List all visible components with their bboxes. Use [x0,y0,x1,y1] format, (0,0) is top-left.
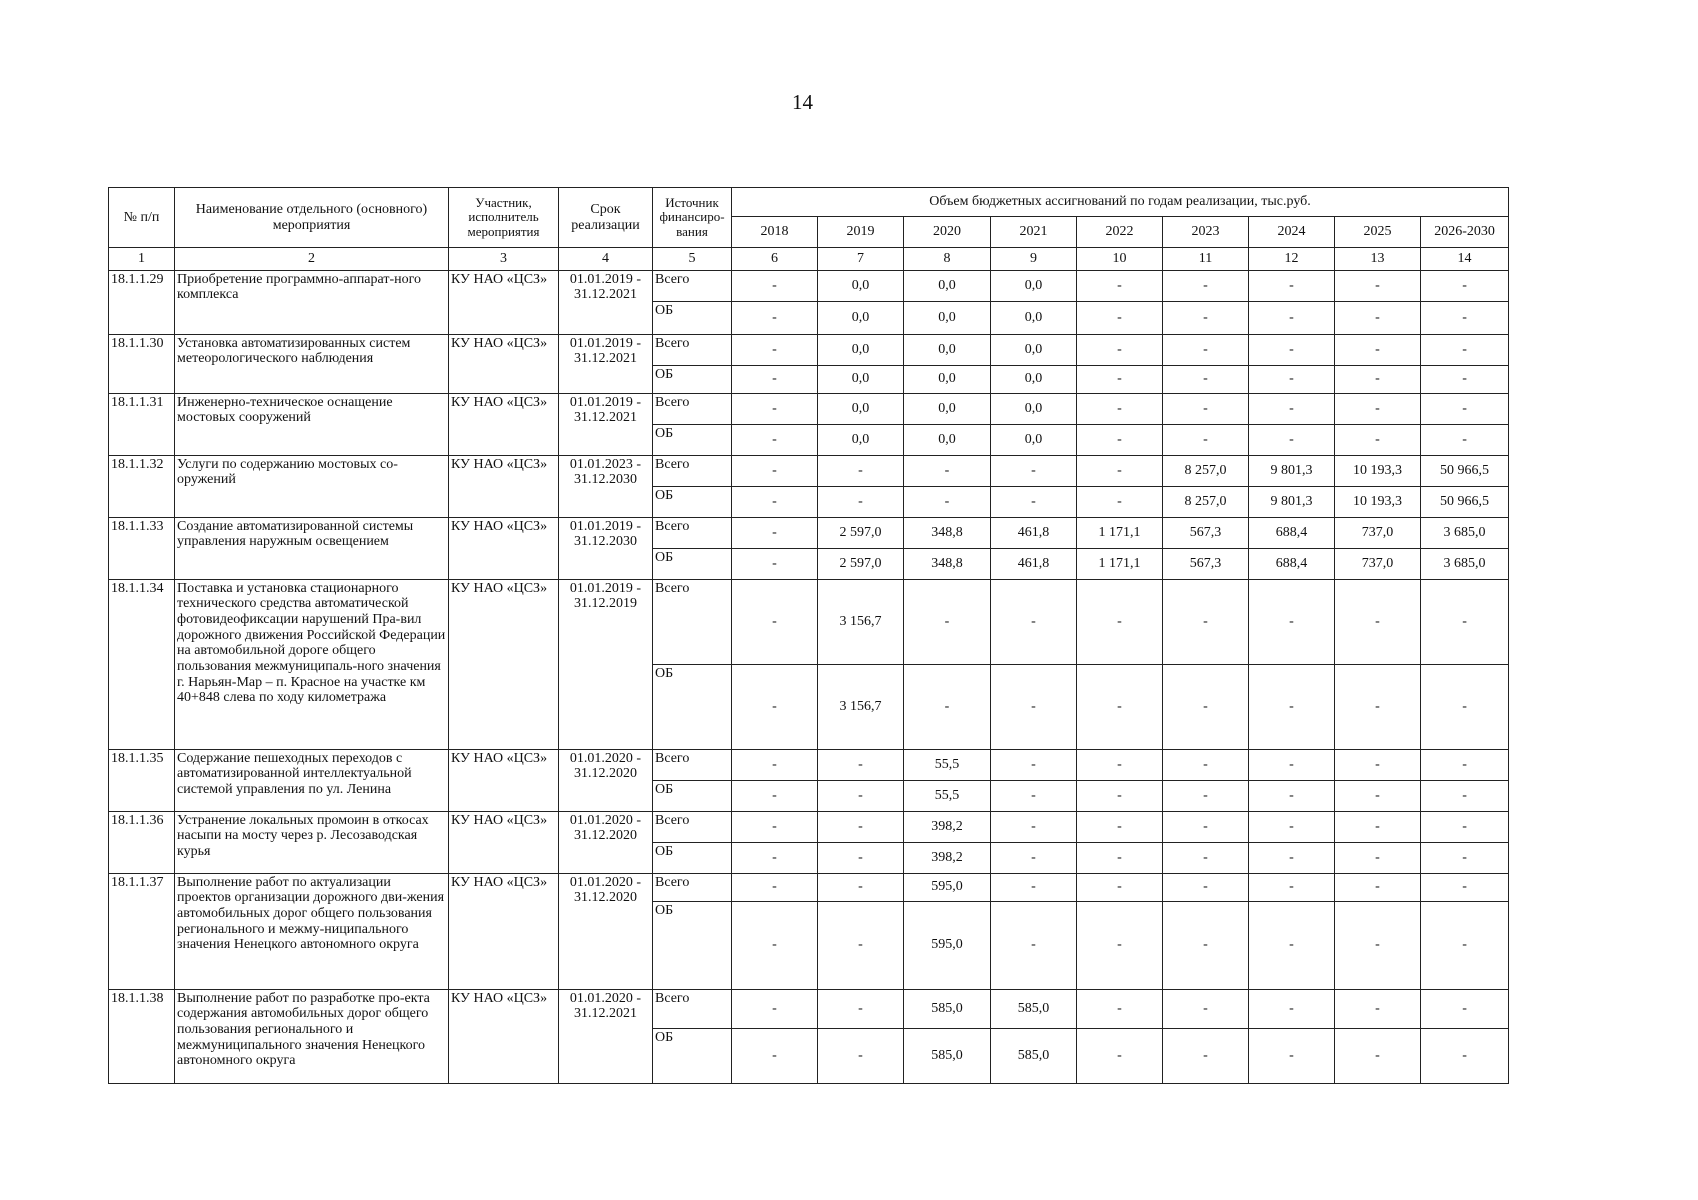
column-number: 13 [1335,248,1421,271]
value-cell: 50 966,5 [1421,486,1509,517]
value-cell: 8 257,0 [1163,486,1249,517]
column-number: 4 [559,248,653,271]
value-cell: - [991,664,1077,749]
column-number: 14 [1421,248,1509,271]
value-cell: - [1163,334,1249,365]
value-cell: - [732,455,818,486]
value-cell: 0,0 [991,301,1077,334]
value-cell: 461,8 [991,548,1077,579]
funding-source: Всего [653,270,732,301]
value-cell: - [904,455,991,486]
value-cell: - [1421,873,1509,901]
value-cell: 0,0 [904,270,991,301]
column-number: 1 [109,248,175,271]
participant: КУ НАО «ЦСЗ» [449,455,559,517]
value-cell: - [818,1028,904,1083]
value-cell: 585,0 [991,1028,1077,1083]
value-cell: - [991,873,1077,901]
value-cell: 567,3 [1163,548,1249,579]
term: 01.01.2019 - 31.12.2021 [559,393,653,455]
value-cell: 0,0 [904,393,991,424]
value-cell: - [1163,873,1249,901]
activity-name: Услуги по содержанию мостовых со-оружений [175,455,449,517]
value-cell: - [1163,365,1249,393]
funding-source: ОБ [653,780,732,811]
value-cell: - [732,579,818,664]
participant: КУ НАО «ЦСЗ» [449,334,559,393]
value-cell: - [732,270,818,301]
value-cell: - [1421,1028,1509,1083]
value-cell: - [1421,424,1509,455]
column-number: 9 [991,248,1077,271]
value-cell: - [1421,901,1509,989]
value-cell: - [1077,393,1163,424]
value-cell: - [991,486,1077,517]
funding-source: ОБ [653,365,732,393]
value-cell: - [1421,270,1509,301]
participant: КУ НАО «ЦСЗ» [449,393,559,455]
value-cell: 8 257,0 [1163,455,1249,486]
value-cell: - [1335,989,1421,1028]
value-cell: 0,0 [991,365,1077,393]
value-cell: 50 966,5 [1421,455,1509,486]
value-cell: 0,0 [818,424,904,455]
funding-source: Всего [653,455,732,486]
value-cell: - [1163,270,1249,301]
value-cell: - [818,486,904,517]
value-cell: - [1249,1028,1335,1083]
budget-table [108,187,1509,1084]
participant: КУ НАО «ЦСЗ» [449,811,559,873]
value-cell: - [732,365,818,393]
value-cell: - [1421,811,1509,842]
value-cell: - [1335,334,1421,365]
value-cell: 737,0 [1335,517,1421,548]
value-cell: - [732,842,818,873]
value-cell: - [1077,424,1163,455]
value-cell: 9 801,3 [1249,455,1335,486]
value-cell: 585,0 [991,989,1077,1028]
value-cell: - [1163,842,1249,873]
value-cell: - [1077,749,1163,780]
value-cell: - [1077,270,1163,301]
value-cell: - [732,749,818,780]
value-cell: 0,0 [818,334,904,365]
header-year: 2019 [818,217,904,248]
page-number: 14 [792,90,813,114]
table-row [109,579,1509,664]
row-number: 18.1.1.33 [109,517,175,579]
funding-source: Всего [653,579,732,664]
value-cell: - [1077,664,1163,749]
value-cell: - [1421,664,1509,749]
value-cell: - [1335,664,1421,749]
value-cell: - [732,989,818,1028]
value-cell: - [1077,301,1163,334]
table-row [109,989,1509,1028]
value-cell: 585,0 [904,989,991,1028]
funding-source: Всего [653,334,732,365]
header-year: 2025 [1335,217,1421,248]
value-cell: - [1335,842,1421,873]
column-number: 7 [818,248,904,271]
header-year: 2018 [732,217,818,248]
value-cell: 0,0 [991,334,1077,365]
value-cell: - [1335,424,1421,455]
value-cell: - [732,811,818,842]
funding-source: Всего [653,989,732,1028]
value-cell: 55,5 [904,749,991,780]
value-cell: 9 801,3 [1249,486,1335,517]
header-year: 2024 [1249,217,1335,248]
column-number: 5 [653,248,732,271]
table-row [109,393,1509,424]
value-cell: - [818,811,904,842]
participant: КУ НАО «ЦСЗ» [449,517,559,579]
value-cell: 595,0 [904,901,991,989]
value-cell: 10 193,3 [1335,455,1421,486]
funding-source: ОБ [653,486,732,517]
value-cell: - [1249,873,1335,901]
value-cell: - [1335,270,1421,301]
term: 01.01.2020 - 31.12.2020 [559,749,653,811]
value-cell: - [991,780,1077,811]
value-cell: - [1077,334,1163,365]
value-cell: - [904,579,991,664]
value-cell: - [818,780,904,811]
value-cell: 0,0 [991,393,1077,424]
value-cell: 0,0 [904,301,991,334]
value-cell: - [1077,579,1163,664]
value-cell: 0,0 [818,301,904,334]
value-cell: - [732,873,818,901]
value-cell: - [1077,486,1163,517]
column-number: 6 [732,248,818,271]
term: 01.01.2019 - 31.12.2021 [559,270,653,334]
value-cell: - [1077,811,1163,842]
value-cell: 398,2 [904,811,991,842]
value-cell: 3 156,7 [818,579,904,664]
value-cell: - [991,749,1077,780]
value-cell: 567,3 [1163,517,1249,548]
term: 01.01.2023 - 31.12.2030 [559,455,653,517]
column-number: 10 [1077,248,1163,271]
funding-source: ОБ [653,301,732,334]
value-cell: 0,0 [904,424,991,455]
value-cell: - [732,901,818,989]
value-cell: - [1335,901,1421,989]
value-cell: - [1163,989,1249,1028]
column-number: 12 [1249,248,1335,271]
value-cell: 3 685,0 [1421,548,1509,579]
value-cell: 1 171,1 [1077,517,1163,548]
value-cell: - [1163,301,1249,334]
funding-source: Всего [653,811,732,842]
term: 01.01.2019 - 31.12.2030 [559,517,653,579]
value-cell: - [732,393,818,424]
value-cell: - [1077,873,1163,901]
value-cell: - [1421,365,1509,393]
value-cell: 55,5 [904,780,991,811]
value-cell: - [1077,1028,1163,1083]
value-cell: - [818,901,904,989]
header-year: 2021 [991,217,1077,248]
header-participant: Участник, исполнитель мероприятия [449,188,559,248]
value-cell: - [1163,1028,1249,1083]
value-cell: - [818,873,904,901]
value-cell: - [818,749,904,780]
value-cell: - [1163,424,1249,455]
table-row [109,873,1509,901]
value-cell: - [1249,842,1335,873]
value-cell: - [991,901,1077,989]
row-number: 18.1.1.37 [109,873,175,989]
value-cell: - [1421,334,1509,365]
table-row [109,270,1509,301]
activity-name: Инженерно-техническое оснащение мостовых сооружений [175,393,449,455]
activity-name: Создание автоматизированной системы управления наружным освещением [175,517,449,579]
header-source: Источник финансиро-вания [653,188,732,248]
value-cell: - [732,334,818,365]
value-cell: 737,0 [1335,548,1421,579]
value-cell: 348,8 [904,517,991,548]
value-cell: - [1249,393,1335,424]
funding-source: ОБ [653,1028,732,1083]
value-cell: - [732,486,818,517]
value-cell: 0,0 [818,393,904,424]
value-cell: 398,2 [904,842,991,873]
value-cell: - [1249,365,1335,393]
value-cell: - [991,842,1077,873]
term: 01.01.2019 - 31.12.2021 [559,334,653,393]
value-cell: - [1335,811,1421,842]
participant: КУ НАО «ЦСЗ» [449,579,559,749]
value-cell: 10 193,3 [1335,486,1421,517]
value-cell: - [732,780,818,811]
value-cell: - [1421,989,1509,1028]
value-cell: - [1077,989,1163,1028]
value-cell: - [818,842,904,873]
funding-source: ОБ [653,901,732,989]
value-cell: - [1077,780,1163,811]
value-cell: - [1249,424,1335,455]
funding-source: Всего [653,517,732,548]
row-number: 18.1.1.32 [109,455,175,517]
value-cell: - [1077,455,1163,486]
funding-source: ОБ [653,548,732,579]
value-cell: 2 597,0 [818,548,904,579]
row-number: 18.1.1.30 [109,334,175,393]
value-cell: - [818,455,904,486]
value-cell: 0,0 [991,270,1077,301]
participant: КУ НАО «ЦСЗ» [449,989,559,1083]
value-cell: - [1335,780,1421,811]
activity-name: Поставка и установка стационарного технического средства автоматической фотовидеофиксации нарушений Пра-вил дорожного движения Российской Федерации на автомобильной дороге общего пользования межмуниципаль-ного значения г. Нарьян-Мар – п. Красное на участке км 40+848 слева по ходу километража [175,579,449,749]
header-year: 2022 [1077,217,1163,248]
funding-source: Всего [653,873,732,901]
row-number: 18.1.1.31 [109,393,175,455]
value-cell: - [1077,901,1163,989]
header-year: 2020 [904,217,991,248]
row-number: 18.1.1.35 [109,749,175,811]
header-budget-title: Объем бюджетных ассигнований по годам реализации, тыс.руб. [732,188,1509,217]
value-cell: 3 685,0 [1421,517,1509,548]
participant: КУ НАО «ЦСЗ» [449,749,559,811]
value-cell: - [1249,664,1335,749]
activity-name: Содержание пешеходных переходов с автоматизированной интеллектуальной системой управления по ул. Ленина [175,749,449,811]
value-cell: 2 597,0 [818,517,904,548]
value-cell: - [1163,780,1249,811]
value-cell: - [1335,579,1421,664]
value-cell: - [732,664,818,749]
funding-source: ОБ [653,664,732,749]
column-number: 2 [175,248,449,271]
header-term: Срок реализации [559,188,653,248]
value-cell: - [1163,811,1249,842]
column-number: 11 [1163,248,1249,271]
value-cell: 461,8 [991,517,1077,548]
value-cell: - [732,301,818,334]
value-cell: - [1421,780,1509,811]
term: 01.01.2020 - 31.12.2020 [559,811,653,873]
value-cell: - [1421,393,1509,424]
value-cell: - [1249,811,1335,842]
value-cell: 595,0 [904,873,991,901]
value-cell: - [1249,901,1335,989]
participant: КУ НАО «ЦСЗ» [449,270,559,334]
table-row [109,749,1509,780]
row-number: 18.1.1.29 [109,270,175,334]
term: 01.01.2019 - 31.12.2019 [559,579,653,749]
table-row [109,811,1509,842]
value-cell: 0,0 [991,424,1077,455]
value-cell: - [1421,301,1509,334]
value-cell: - [732,1028,818,1083]
value-cell: - [1249,301,1335,334]
value-cell: - [732,548,818,579]
activity-name: Приобретение программно-аппарат-ного комплекса [175,270,449,334]
value-cell: 1 171,1 [1077,548,1163,579]
value-cell: - [1421,842,1509,873]
value-cell: - [1421,749,1509,780]
value-cell: 688,4 [1249,517,1335,548]
value-cell: 348,8 [904,548,991,579]
value-cell: 0,0 [818,365,904,393]
row-number: 18.1.1.34 [109,579,175,749]
value-cell: - [1163,579,1249,664]
value-cell: - [1249,579,1335,664]
activity-name: Выполнение работ по актуализации проектов организации дорожного дви-жения автомобильных дорог общего пользования регионального и межму-ниципального значения Ненецкого автономного округа [175,873,449,989]
activity-name: Установка автоматизированных систем метеорологического наблюдения [175,334,449,393]
value-cell: - [1249,749,1335,780]
participant: КУ НАО «ЦСЗ» [449,873,559,989]
activity-name: Выполнение работ по разработке про-екта содержания автомобильных дорог общего пользования регионального и межмуниципального значения Ненецкого автономного округа [175,989,449,1083]
header-year: 2023 [1163,217,1249,248]
column-number: 8 [904,248,991,271]
value-cell: 0,0 [818,270,904,301]
funding-source: ОБ [653,424,732,455]
value-cell: 585,0 [904,1028,991,1083]
table-row [109,517,1509,548]
value-cell: - [1249,989,1335,1028]
column-number: 3 [449,248,559,271]
value-cell: - [1335,1028,1421,1083]
value-cell: - [991,811,1077,842]
value-cell: 688,4 [1249,548,1335,579]
header-name: Наименование отдельного (основного) мероприятия [175,188,449,248]
value-cell: - [1077,842,1163,873]
table-row [109,455,1509,486]
value-cell: - [1077,365,1163,393]
value-cell: - [1335,873,1421,901]
value-cell: - [991,455,1077,486]
term: 01.01.2020 - 31.12.2020 [559,873,653,989]
funding-source: Всего [653,393,732,424]
funding-source: ОБ [653,842,732,873]
value-cell: 3 156,7 [818,664,904,749]
value-cell: - [1335,365,1421,393]
activity-name: Устранение локальных промоин в откосах насыпи на мосту через р. Лесозаводская курья [175,811,449,873]
value-cell: - [1163,901,1249,989]
value-cell: - [818,989,904,1028]
value-cell: - [1163,664,1249,749]
value-cell: - [1335,301,1421,334]
value-cell: - [1163,393,1249,424]
value-cell: - [1249,334,1335,365]
value-cell: 0,0 [904,334,991,365]
value-cell: - [1335,749,1421,780]
value-cell: - [732,424,818,455]
value-cell: - [732,517,818,548]
value-cell: - [1421,579,1509,664]
header-num: № п/п [109,188,175,248]
value-cell: - [1163,749,1249,780]
value-cell: - [1249,270,1335,301]
value-cell: - [991,579,1077,664]
term: 01.01.2020 - 31.12.2021 [559,989,653,1083]
funding-source: Всего [653,749,732,780]
row-number: 18.1.1.38 [109,989,175,1083]
row-number: 18.1.1.36 [109,811,175,873]
header-year: 2026-2030 [1421,217,1509,248]
value-cell: - [1249,780,1335,811]
value-cell: - [904,664,991,749]
table-row [109,334,1509,365]
value-cell: 0,0 [904,365,991,393]
value-cell: - [1335,393,1421,424]
value-cell: - [904,486,991,517]
